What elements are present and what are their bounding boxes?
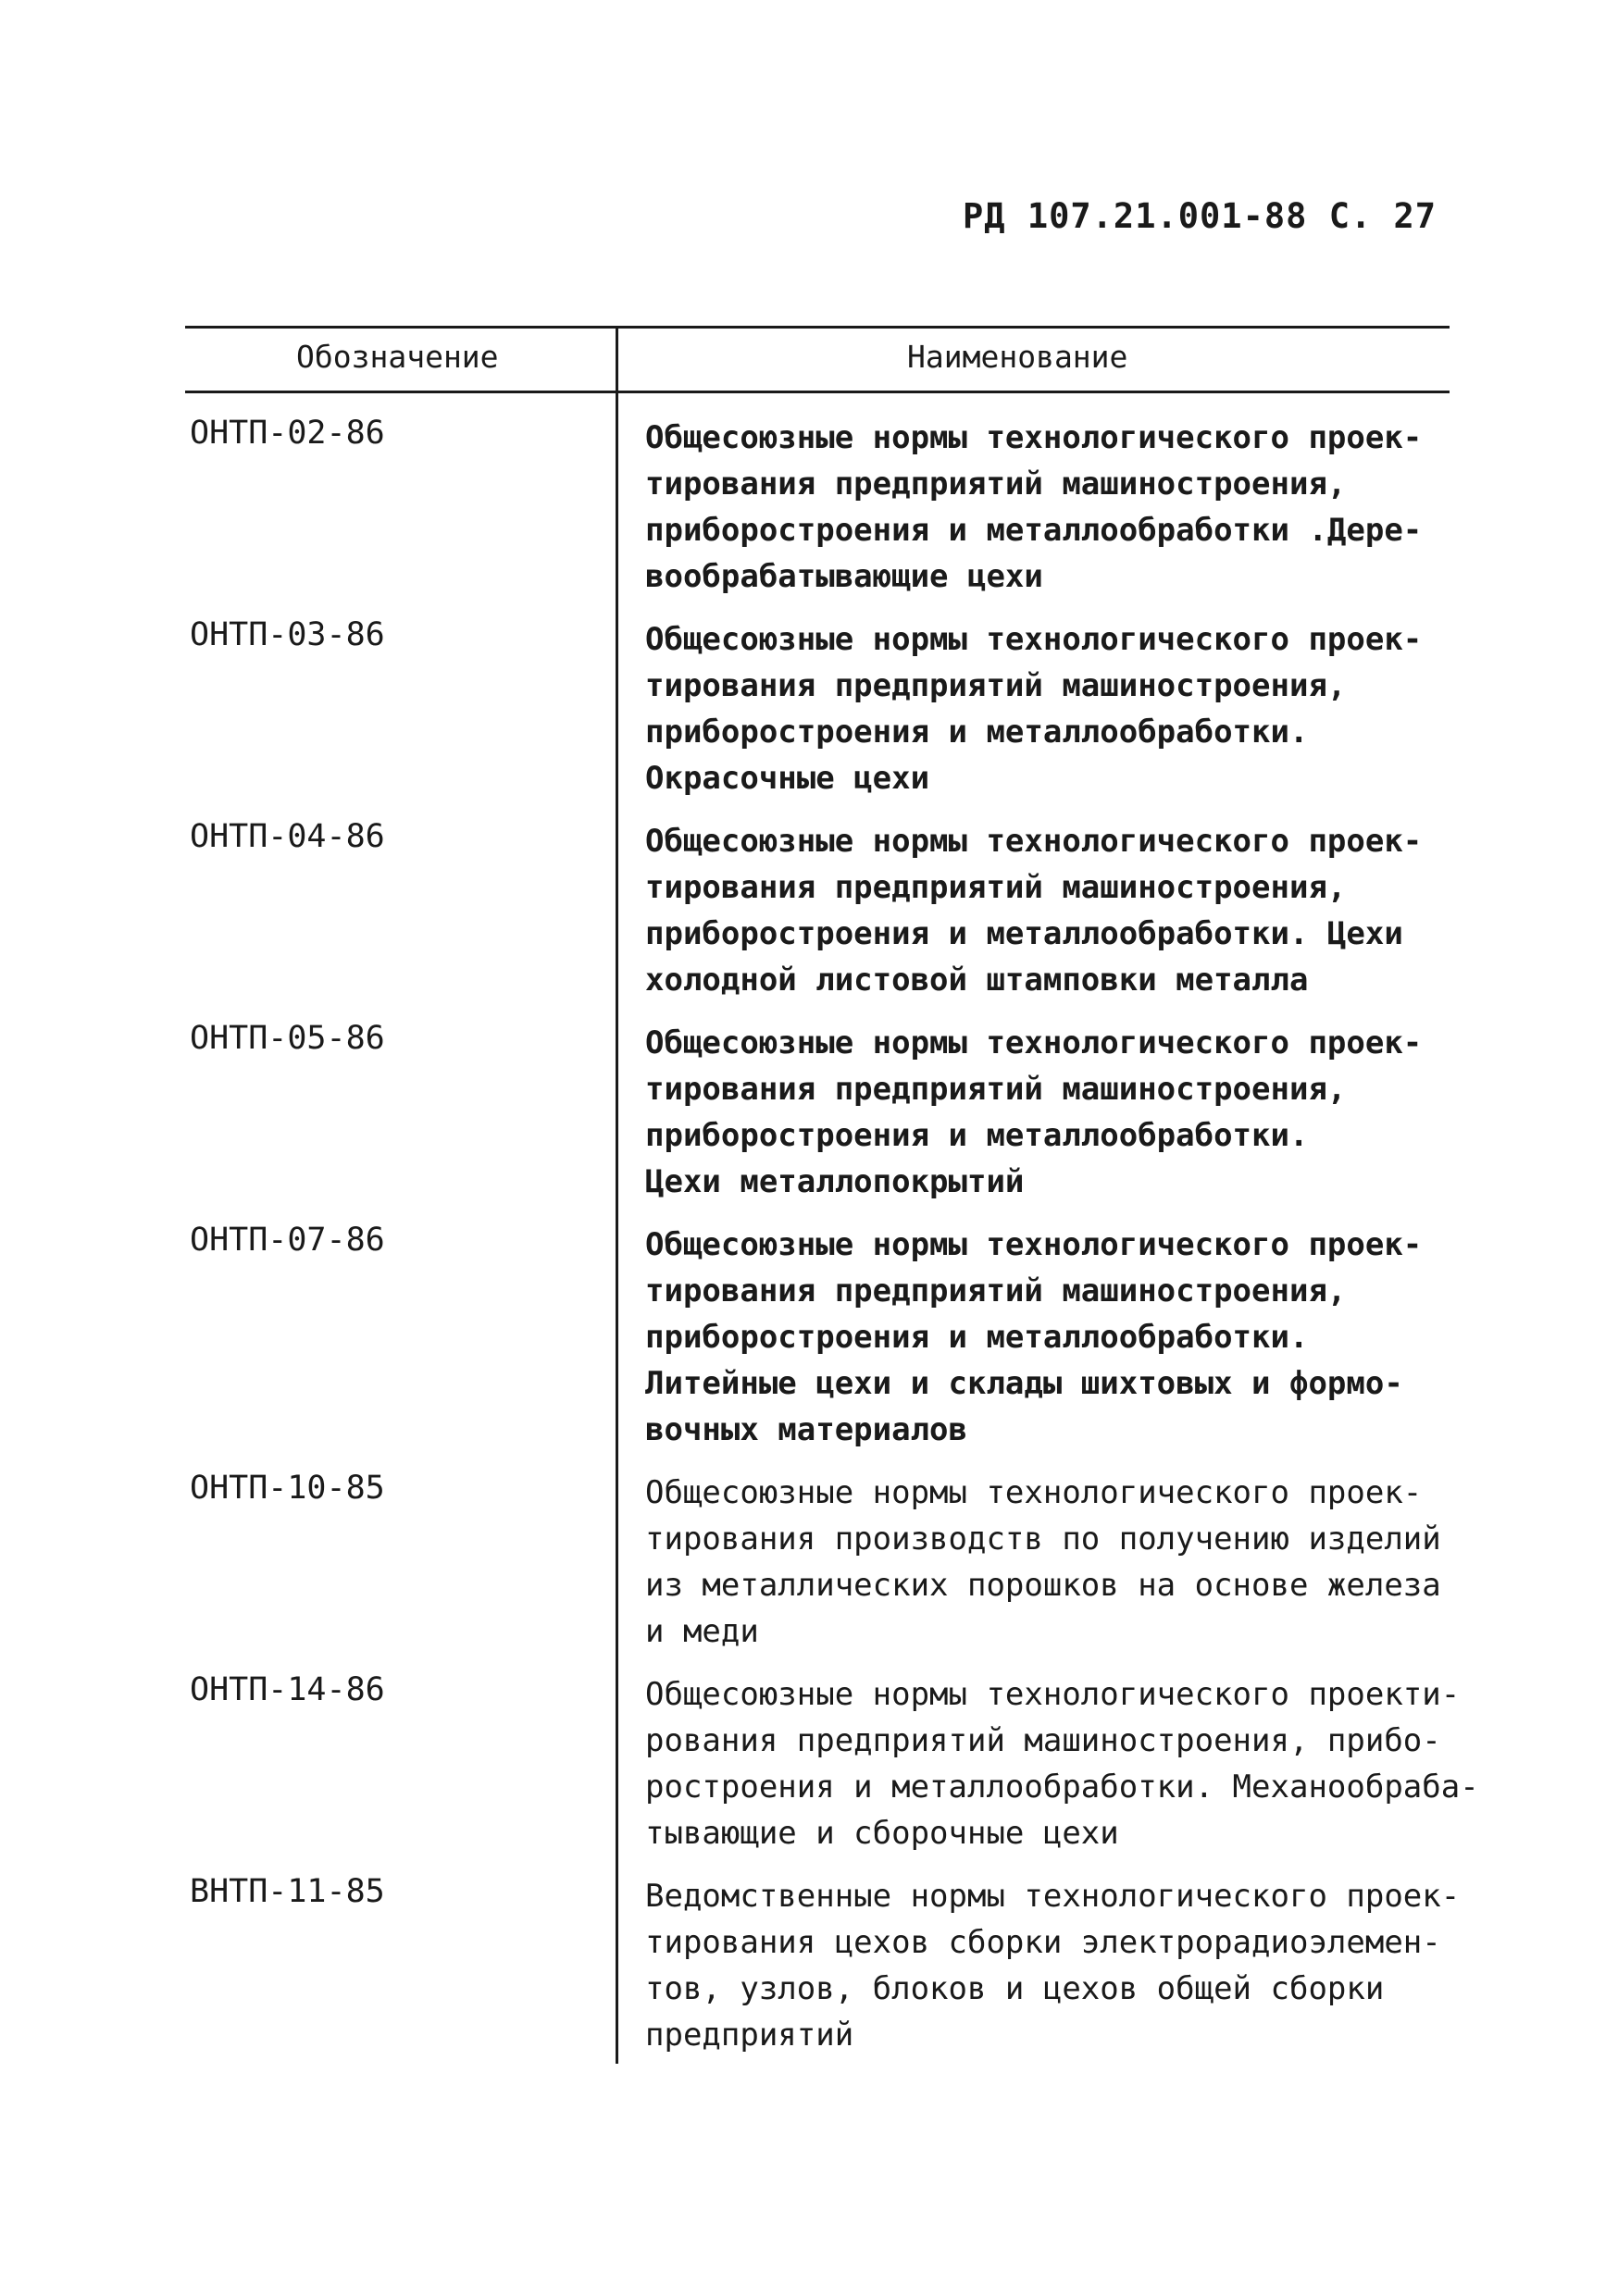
row-name-line: Цехи металлопокрытий bbox=[645, 1163, 1025, 1200]
row-name-line: тирования предприятий машиностроения, bbox=[645, 869, 1347, 906]
row-name-line: тирования предприятий машиностроения, bbox=[645, 1272, 1347, 1309]
row-name-line: приборостроения и металлообработки .Дере- bbox=[645, 512, 1423, 549]
row-name-line: тов, узлов, блоков и цехов общей сборки bbox=[645, 1970, 1385, 2007]
table-header-rule bbox=[185, 391, 1450, 393]
row-name bbox=[645, 818, 1478, 1003]
row-name-line: Общесоюзные нормы технологического проек- bbox=[645, 621, 1423, 658]
row-name-line: Литейные цехи и склады шихтовых и формо- bbox=[645, 1365, 1403, 1402]
row-name-line: приборостроения и металлообработки. bbox=[645, 1117, 1309, 1154]
row-code: ВНТП-11-85 bbox=[190, 1873, 385, 1910]
row-name-line: Общесоюзные нормы технологического проек- bbox=[645, 419, 1423, 456]
column-header-name: Наименование bbox=[907, 339, 1128, 375]
row-name-line: Общесоюзные нормы технологического проек- bbox=[645, 1226, 1423, 1263]
row-name-line: из металлических порошков на основе железа bbox=[645, 1567, 1441, 1604]
row-name bbox=[645, 616, 1478, 801]
row-code: ОНТП-07-86 bbox=[190, 1222, 385, 1259]
row-name bbox=[645, 1222, 1478, 1453]
row-name-line: Общесоюзные нормы технологического проек- bbox=[645, 1474, 1423, 1511]
row-name bbox=[645, 1020, 1478, 1205]
row-name-line: вообрабатывающие цехи bbox=[645, 558, 1043, 595]
row-name-line: тирования предприятий машиностроения, bbox=[645, 465, 1347, 503]
page-header: РД 107.21.001-88 С. 27 bbox=[963, 196, 1438, 236]
row-name-line: приборостроения и металлообработки. bbox=[645, 1319, 1309, 1356]
row-name-line: Ведомственные нормы технологического проек- bbox=[645, 1878, 1461, 1915]
row-name bbox=[645, 415, 1478, 600]
row-name-line: Общесоюзные нормы технологического проек- bbox=[645, 1024, 1423, 1061]
row-name-line: рования предприятий машиностроения, прибо- bbox=[645, 1722, 1441, 1759]
row-name-line: Общесоюзные нормы технологического проекти- bbox=[645, 1676, 1461, 1713]
row-name bbox=[645, 1671, 1478, 1856]
row-code: ОНТП-14-86 bbox=[190, 1671, 385, 1708]
row-name-line: Общесоюзные нормы технологического проек- bbox=[645, 823, 1423, 860]
table-top-rule bbox=[185, 326, 1450, 329]
row-name-line: приборостроения и металлообработки. Цехи bbox=[645, 915, 1403, 952]
row-code: ОНТП-05-86 bbox=[190, 1020, 385, 1057]
row-name-line: тирования предприятий машиностроения, bbox=[645, 1071, 1347, 1108]
row-name-line: тирования цехов сборки электрорадиоэлемен- bbox=[645, 1924, 1441, 1961]
row-name-line: холодной листовой штамповки металла bbox=[645, 962, 1309, 999]
row-code: ОНТП-02-86 bbox=[190, 415, 385, 452]
row-name-line: тирования производств по получению изделий bbox=[645, 1520, 1441, 1558]
row-name bbox=[645, 1873, 1478, 2058]
row-name-line: и меди bbox=[645, 1613, 759, 1650]
row-name-line: ростроения и металлообработки. Механообраба- bbox=[645, 1769, 1479, 1806]
row-name-line: вочных материалов bbox=[645, 1411, 967, 1448]
row-name-line: тирования предприятий машиностроения, bbox=[645, 667, 1347, 704]
row-name-line: Окрасочные цехи bbox=[645, 760, 930, 797]
row-code: ОНТП-03-86 bbox=[190, 616, 385, 653]
row-name-line: предприятий bbox=[645, 2017, 854, 2054]
row-code: ОНТП-04-86 bbox=[190, 818, 385, 855]
row-name-line: приборостроения и металлообработки. bbox=[645, 714, 1309, 751]
row-name bbox=[645, 1470, 1478, 1655]
row-name-line: тывающие и сборочные цехи bbox=[645, 1815, 1119, 1852]
column-header-code: Обозначение bbox=[296, 339, 499, 375]
row-code: ОНТП-10-85 bbox=[190, 1470, 385, 1507]
column-divider bbox=[616, 326, 618, 2064]
